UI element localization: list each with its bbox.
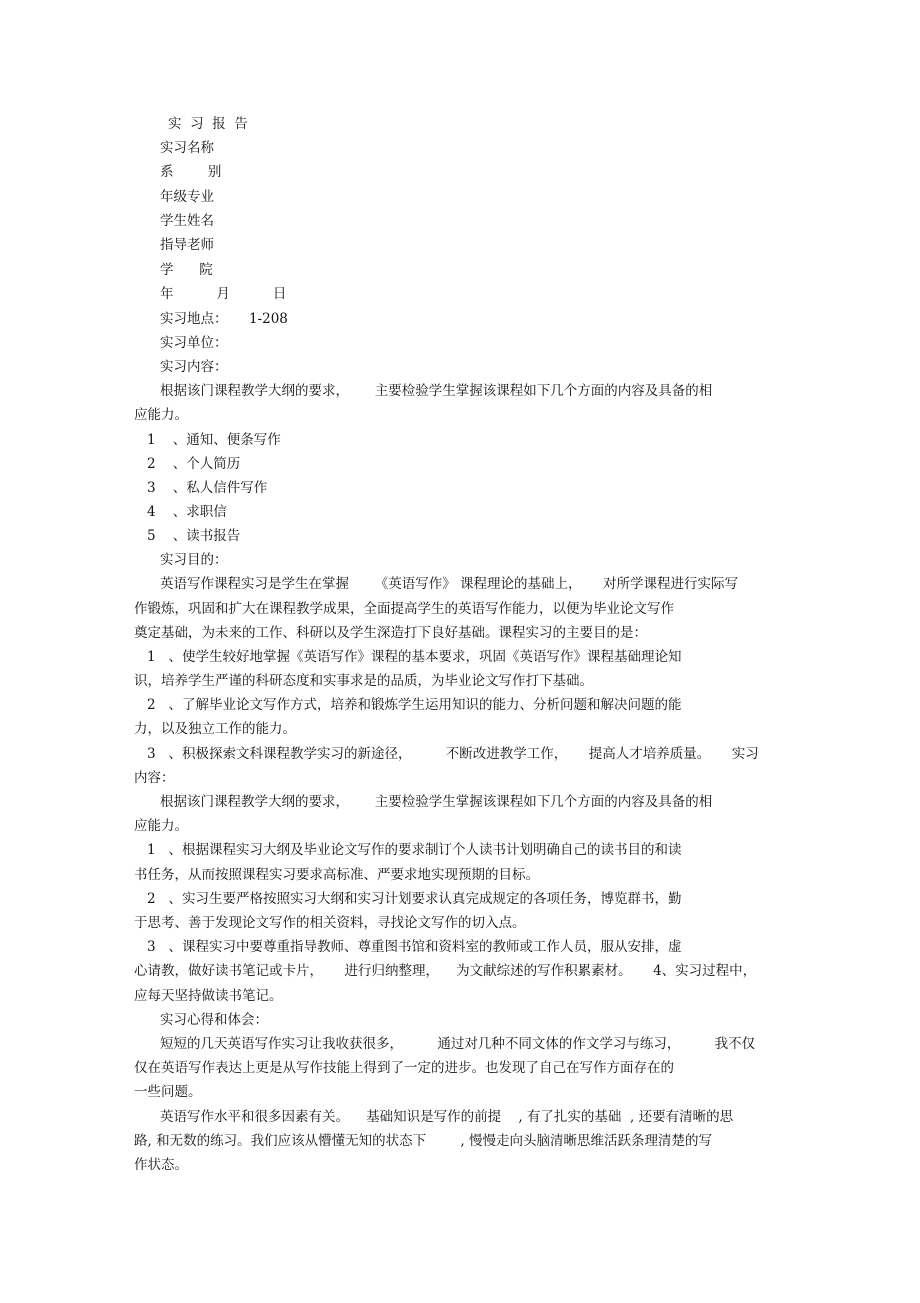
list-item: 5 、读书报告	[147, 528, 241, 544]
field-location: 实习地点： 1-208	[160, 311, 288, 327]
field-department: 系 别	[160, 164, 222, 180]
list-item: 3 、私人信件写作	[147, 480, 268, 496]
section-heading: 实习目的：	[160, 552, 228, 568]
paragraph-line: 于思考、善于发现论文写作的相关资料，寻找论文写作的切入点。	[134, 915, 526, 931]
paragraph-line: 根据该门课程教学大纲的要求， 主要检验学生掌握该课程如下几个方面的内容及具备的相	[160, 794, 713, 810]
list-item: 1 、通知、便条写作	[147, 432, 281, 448]
field-grade-major: 年级专业	[160, 189, 214, 205]
paragraph-line: 应能力。	[134, 407, 188, 423]
list-item: 3 、积极探索文科课程教学实习的新途径， 不断改进教学工作， 提高人才培养质量。 实习	[147, 746, 759, 762]
paragraph-line: 识，培养学生严谨的科研态度和实事求是的品质，为毕业论文写作打下基础。	[134, 673, 593, 689]
report-title: 实 习 报 告	[168, 116, 248, 132]
paragraph-line: 作锻炼，巩固和扩大在课程教学成果，全面提高学生的英语写作能力，以便为毕业论文写作	[134, 601, 674, 617]
field-advisor: 指导老师	[160, 237, 214, 253]
paragraph-line: 英语写作水平和很多因素有关。 基础知识是写作的前提 , 有了扎实的基础 , 还要有清晰的思	[160, 1109, 734, 1125]
paragraph-line: 短短的几天英语写作实习让我收获很多， 通过对几种不同文体的作文学习与练习， 我不仅	[160, 1036, 756, 1052]
field-unit: 实习单位：	[160, 335, 228, 351]
field-internship-name: 实习名称	[160, 140, 214, 156]
paragraph-line: 力，以及独立工作的能力。	[134, 721, 296, 737]
paragraph-line: 书任务，从而按照课程实习要求高标准、严要求地实现预期的目标。	[134, 867, 539, 883]
paragraph-line: 心请教，做好读书笔记或卡片， 进行归纳整理， 为文献综述的写作积累素材。 4、实习过程中，	[134, 963, 757, 979]
paragraph-line: 路, 和无数的练习。我们应该从懵懂无知的状态下 , 慢慢走向头脑清晰思维活跃条理清楚的写	[134, 1133, 712, 1149]
paragraph-line: 应能力。	[134, 818, 188, 834]
paragraph-line: 内容：	[134, 770, 175, 786]
section-heading: 实习心得和体会：	[160, 1012, 268, 1028]
paragraph-line: 应每天坚持做读书笔记。	[134, 988, 283, 1004]
list-item: 2 、实习生要严格按照实习大纲和实习计划要求认真完成规定的各项任务，博览群书，勤	[147, 891, 682, 907]
field-college: 学 院	[160, 262, 213, 278]
list-item: 1 、使学生较好地掌握《英语写作》课程的基本要求，巩固《英语写作》课程基础理论知	[147, 649, 682, 665]
paragraph-line: 作状态。	[134, 1157, 188, 1173]
list-item: 2 、个人简历	[147, 456, 241, 472]
list-item: 2 、了解毕业论文写作方式，培养和锻炼学生运用知识的能力、分析问题和解决问题的能	[147, 697, 682, 713]
paragraph-line: 奠定基础，为未来的工作、科研以及学生深造打下良好基础。课程实习的主要目的是：	[134, 625, 647, 641]
field-student-name: 学生姓名	[160, 213, 214, 229]
paragraph-line: 一些问题。	[134, 1084, 202, 1100]
list-item: 4 、求职信	[147, 504, 227, 520]
list-item: 1 、根据课程实习大纲及毕业论文写作的要求制订个人读书计划明确自己的读书目的和读	[147, 842, 682, 858]
paragraph-line: 仅在英语写作表达上更是从写作技能上得到了一定的进步。也发现了自己在写作方面存在的	[134, 1060, 674, 1076]
paragraph-line: 根据该门课程教学大纲的要求， 主要检验学生掌握该课程如下几个方面的内容及具备的相	[160, 383, 713, 399]
field-date: 年 月 日	[160, 286, 287, 302]
section-heading: 实习内容：	[160, 359, 228, 375]
list-item: 3 、课程实习中要尊重指导教师、尊重图书馆和资料室的教师或工作人员，服从安排，虚	[147, 939, 682, 955]
paragraph-line: 英语写作课程实习是学生在掌握 《英语写作》 课程理论的基础上， 对所学课程进行实际写	[160, 576, 738, 592]
